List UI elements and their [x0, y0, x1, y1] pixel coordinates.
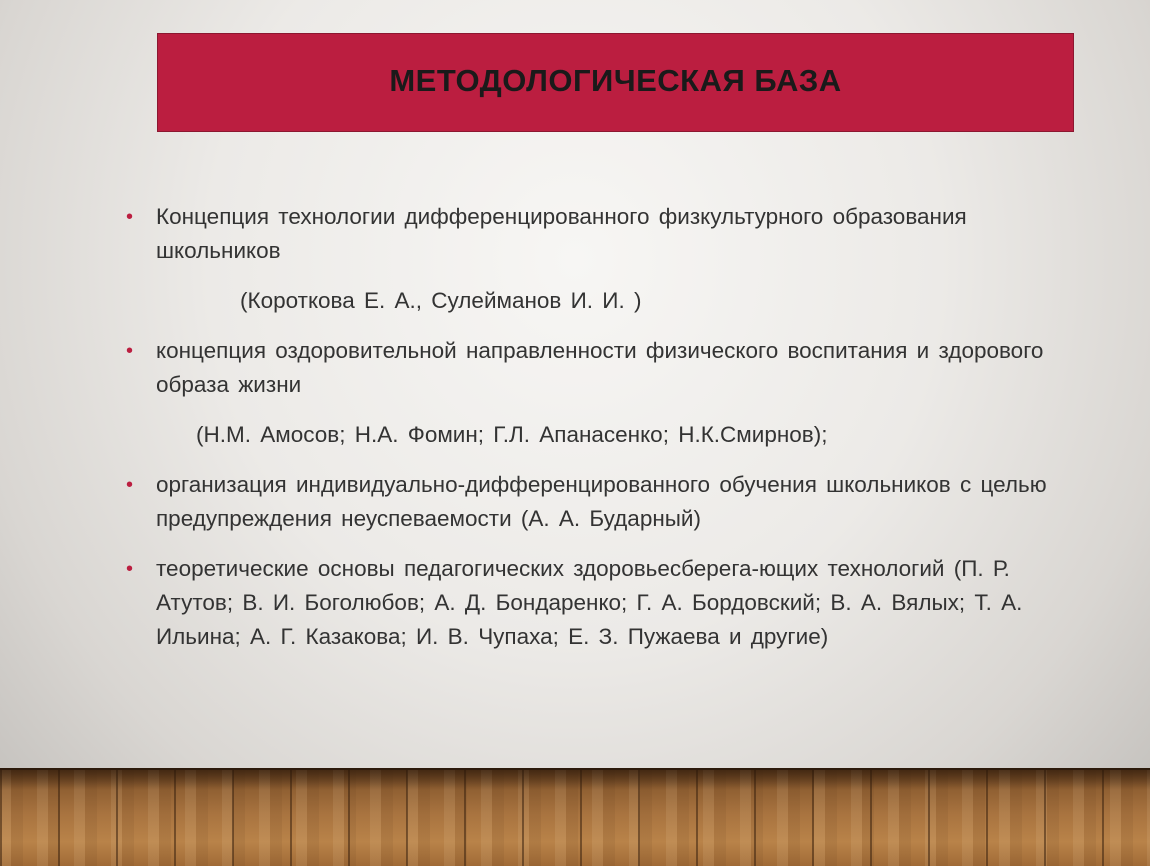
list-item-reference: (Н.М. Амосов; Н.А. Фомин; Г.Л. Апанасенко; Н.К.Смирнов); — [196, 422, 828, 447]
title-banner — [157, 33, 1074, 132]
list-item — [126, 552, 1066, 654]
list-item-text: теоретические основы педагогических здоровьесберега-ющих технологий (П. Р. Атутов; В. И. Боголюбов; А. Д. Бондаренко; Г. А. Бордовский; В. А. Вялых; Т. А. Ильина; А. Г. Казакова; И. В. Чупаха; Е. З. Пужаева и другие) — [156, 556, 1023, 649]
list-item-text: организация индивидуально-дифференцированного обучения школьников с целью предупреждения неуспеваемости (А. А. Бударный) — [156, 472, 1047, 531]
list-item-text: концепция оздоровительной направленности физического воспитания и здорового образа жизни — [156, 338, 1044, 397]
list-item — [126, 468, 1066, 536]
bullet-icon: • — [126, 340, 134, 362]
list-item — [126, 200, 1066, 318]
bullet-icon: • — [126, 206, 134, 228]
bullet-list — [126, 200, 1066, 654]
bullet-icon: • — [126, 474, 134, 496]
list-item — [126, 334, 1066, 452]
floor-shadow — [0, 768, 1150, 790]
bullet-icon: • — [126, 558, 134, 580]
slide-title: МЕТОДОЛОГИЧЕСКАЯ БАЗА — [389, 62, 842, 98]
list-item-text: Концепция технологии дифференцированного физкультурного образования школьников — [156, 204, 967, 263]
list-item-reference: (Короткова Е. А., Сулейманов И. И. ) — [240, 288, 642, 313]
